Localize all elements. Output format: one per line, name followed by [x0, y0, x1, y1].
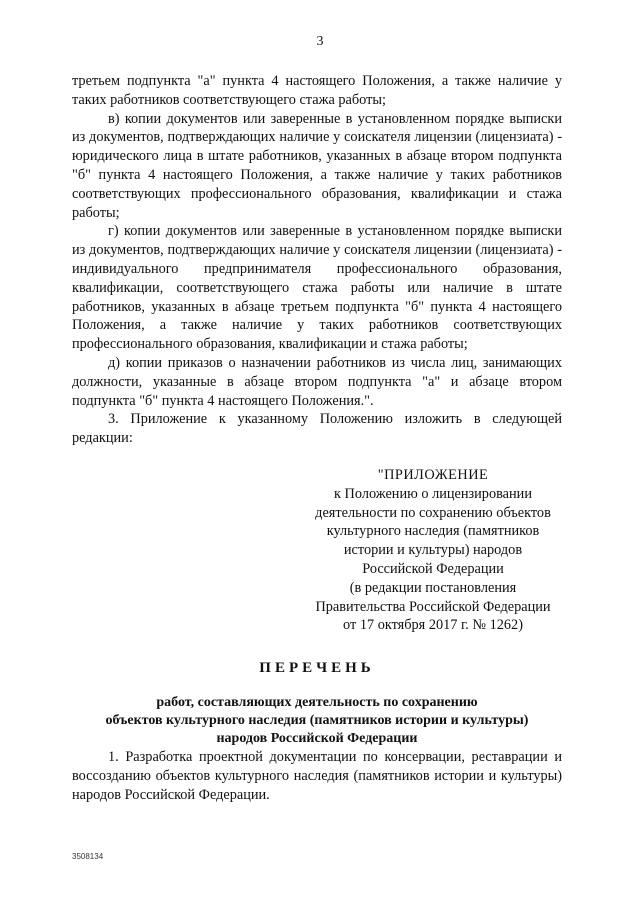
appendix-title: "ПРИЛОЖЕНИЕ [377, 466, 489, 483]
appendix-line: культурного наследия (памятников [326, 523, 540, 540]
document-body [72, 72, 562, 804]
paragraph-d: д) копии приказов о назначении работников из числа лиц, занимающих должности, указанные в абзаце втором подпункта "а" и абзаце втором подпункта "б" пункта 4 настоящего Положения.". [72, 354, 562, 409]
page-number: 3 [316, 34, 324, 49]
appendix-line: Российской Федерации [362, 560, 504, 577]
appendix-line: истории и культуры) народов [343, 542, 523, 559]
list-item: 1. Разработка проектной документации по консервации, реставрации и воссозданию объектов культурного наследия (памятников истории и культуры) народов Российской Федерации. [72, 748, 562, 803]
paragraph-v: в) копии документов или заверенные в установленном порядке выписки из документов, подтверждающих наличие у соискателя лицензии (лицензиата) - юридического лица в штате работников, указанных в абзаце втором подпункта "б" пункта 4 настоящего Положения, а также наличие у таких работников соответствующих профессионального образования, квалификации и стажа работы; [72, 110, 562, 221]
subheading-line: работ, составляющих деятельность по сохранению [156, 694, 478, 710]
paragraph-continuation: третьем подпункта "а" пункта 4 настоящего Положения, а также наличие у таких работников соответствующего стажа работы; [72, 73, 562, 108]
list-subheading [72, 694, 562, 748]
appendix-line: к Положению о лицензировании [334, 485, 532, 502]
list-heading: ПЕРЕЧЕНЬ [259, 660, 375, 677]
appendix-line: деятельности по сохранению объектов [315, 504, 551, 521]
appendix-line: Правительства Российской Федерации [315, 598, 551, 615]
document-stamp: 3508134 [72, 852, 104, 861]
appendix-header [304, 466, 562, 635]
subheading-line: народов Российской Федерации [216, 730, 418, 746]
paragraph-3: 3. Приложение к указанному Положению изложить в следующей редакции: [72, 411, 562, 447]
appendix-line: (в редакции постановления [349, 579, 517, 596]
paragraph-g: г) копии документов или заверенные в установленном порядке выписки из документов, подтверждающих наличие у соискателя лицензии (лицензиата) - индивидуального предпринимателя профессионального образования, квалификации, соответствующего стажа работы или наличие в штате работников, указанных в абзаце третьем подпункта "б" пункта 4 настоящего Положения, а также наличие у таких работников соответствующих профессионального образования, квалификации и стажа работы; [72, 223, 562, 353]
appendix-line: от 17 октября 2017 г. № 1262) [343, 617, 523, 634]
subheading-line: объектов культурного наследия (памятников истории и культуры) [105, 712, 529, 728]
